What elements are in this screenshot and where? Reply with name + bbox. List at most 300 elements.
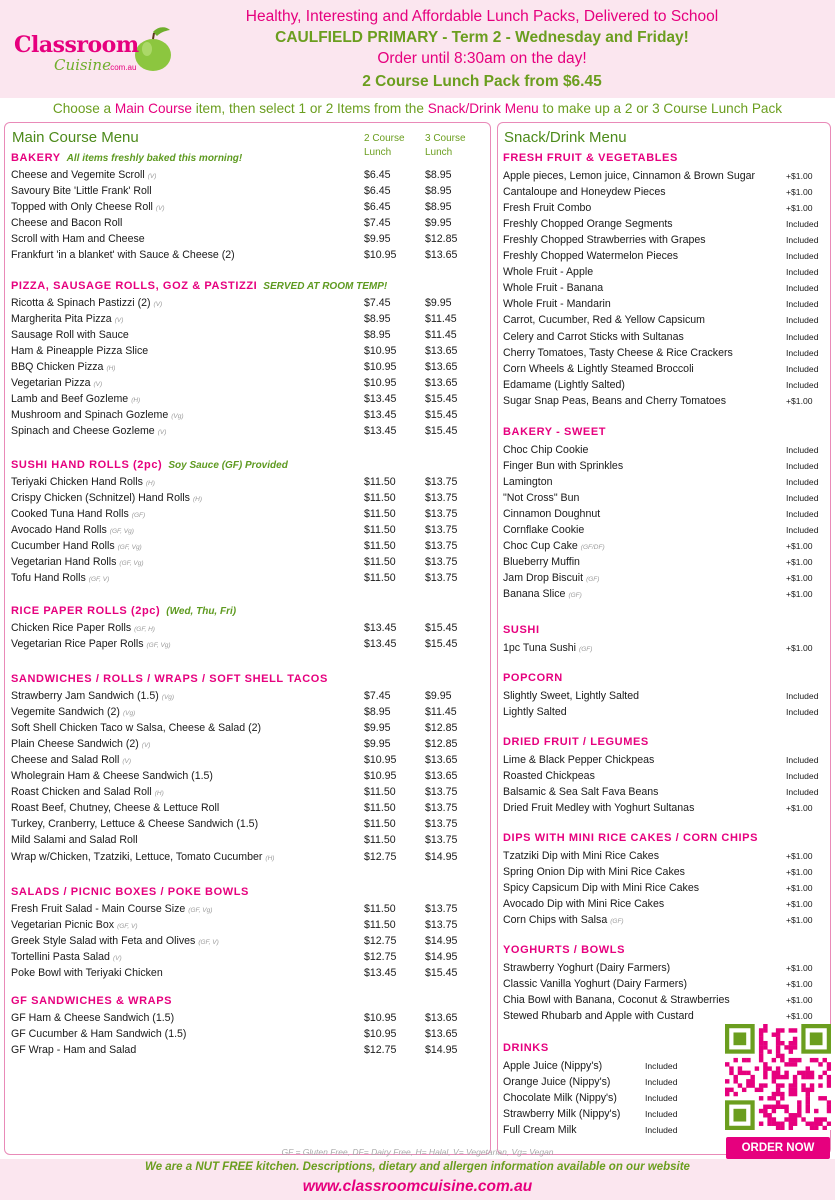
qr-module (789, 1028, 793, 1032)
snack-item-name-text: Whole Fruit - Mandarin (503, 298, 611, 311)
menu-item-row[interactable] (11, 688, 485, 704)
qr-module (814, 1122, 818, 1126)
menu-item-name (11, 832, 138, 848)
snack-item-row[interactable] (503, 912, 827, 928)
qr-module (776, 1041, 780, 1045)
logo-text-classroom: Classroom (14, 32, 139, 58)
snack-item-row[interactable] (503, 752, 827, 768)
menu-item-row[interactable] (11, 327, 485, 343)
snack-item-row[interactable] (503, 1106, 693, 1122)
menu-item-row[interactable] (11, 570, 485, 586)
menu-item-row[interactable] (11, 720, 485, 736)
qr-module (763, 1113, 767, 1117)
menu-item-row[interactable] (11, 933, 485, 949)
qr-module (767, 1105, 771, 1109)
snack-item-name (503, 800, 694, 816)
price-2-course: $9.95 (364, 233, 391, 246)
menu-item-row[interactable] (11, 849, 485, 865)
qr-module (738, 1071, 742, 1075)
snack-item-name (503, 458, 623, 474)
section-title: BAKERY - SWEET (503, 426, 607, 438)
snack-item-row[interactable] (503, 200, 827, 216)
qr-module (780, 1054, 784, 1058)
snack-item-name-text: Blueberry Muffin (503, 556, 580, 569)
qr-module (793, 1088, 797, 1092)
snack-item-row[interactable] (503, 1090, 693, 1106)
dietary-tag: (V) (122, 758, 132, 766)
section-title: DRINKS (503, 1042, 549, 1054)
snack-item-row[interactable] (503, 538, 827, 554)
qr-module (780, 1083, 784, 1087)
snack-price: Included (786, 771, 819, 782)
snack-price: Included (786, 445, 819, 455)
menu-item-name-text: Fresh Fruit Salad - Main Course Size (11, 903, 186, 915)
section-title: DRIED FRUIT / LEGUMES (503, 736, 649, 748)
menu-item-name (11, 231, 145, 247)
qr-module (776, 1032, 780, 1036)
price-3-course: $14.95 (425, 951, 458, 964)
snack-price: +$1.00 (786, 203, 813, 214)
qr-module (823, 1058, 827, 1062)
menu-item-row[interactable] (11, 1026, 485, 1042)
snack-item-name-text: Whole Fruit - Apple (503, 266, 594, 279)
snack-item-name (503, 784, 658, 800)
dietary-tag: (V) (114, 317, 124, 325)
snack-item-row[interactable] (503, 312, 827, 328)
snack-item-name-text: Cherry Tomatoes, Tasty Cheese & Rice Crackers (503, 346, 733, 359)
snack-drink-panel (497, 122, 831, 1155)
dietary-tag: (GF, Vg) (109, 528, 134, 536)
qr-module (776, 1088, 780, 1092)
website-link[interactable]: www.classroomcuisine.com.au (302, 1178, 533, 1195)
snack-item-row[interactable] (503, 864, 827, 880)
qr-module (827, 1100, 831, 1104)
snack-item-name (503, 522, 584, 538)
section-note: Soy Sauce (GF) Provided (168, 460, 288, 471)
dietary-tag: (GF, Vg) (188, 907, 213, 914)
price-3-course: $13.75 (425, 524, 458, 537)
snack-price: +$1.00 (786, 557, 813, 568)
snack-price: Included (786, 347, 819, 358)
section-title-text: SANDWICHES / ROLLS / WRAPS / SOFT SHELL TACOS (11, 673, 328, 685)
snack-item-row[interactable] (503, 329, 827, 345)
snack-item-row[interactable] (503, 1074, 693, 1090)
snack-item-row[interactable] (503, 800, 827, 816)
snack-item-name (503, 688, 639, 704)
snack-item-row[interactable] (503, 1058, 693, 1074)
menu-item-row[interactable] (11, 800, 485, 816)
qr-module (763, 1083, 767, 1087)
qr-module (776, 1105, 780, 1109)
snack-item-row[interactable] (503, 474, 827, 490)
price-2-course: $11.50 (364, 556, 396, 569)
menu-item-row[interactable] (11, 752, 485, 768)
price-3-course: $13.75 (425, 919, 458, 932)
menu-item-row[interactable] (11, 474, 485, 490)
snack-item-name-text: Spring Onion Dip with Mini Rice Cakes (503, 866, 685, 879)
snack-item-row[interactable] (503, 280, 827, 296)
snack-item-row[interactable] (503, 264, 827, 280)
qr-module (793, 1083, 797, 1087)
snack-item-row[interactable] (503, 184, 827, 200)
main-course-panel (4, 122, 491, 1155)
snack-item-row[interactable] (503, 442, 827, 458)
menu-item-row[interactable] (11, 901, 485, 917)
price-2-course: $13.45 (364, 425, 397, 438)
menu-item-name-text: Greek Style Salad with Feta and Olives (11, 935, 196, 948)
menu-item-row[interactable] (11, 554, 485, 570)
menu-item-row[interactable] (11, 359, 485, 375)
snack-item-name-text: Choc Cup Cake (503, 540, 578, 553)
snack-item-name (503, 1090, 617, 1106)
qr-module (789, 1092, 793, 1096)
header-banner (0, 0, 835, 98)
snack-item-row[interactable] (503, 522, 827, 538)
qr-module (767, 1122, 771, 1126)
qr-module (776, 1075, 780, 1079)
menu-item-row[interactable] (11, 965, 485, 981)
snack-price: Included (786, 315, 819, 326)
qr-module (827, 1105, 831, 1109)
qr-module (818, 1083, 822, 1087)
menu-item-name-text: Chicken Rice Paper Rolls (11, 622, 132, 634)
menu-item-row[interactable] (11, 704, 485, 720)
price-3-course: $12.85 (425, 233, 458, 246)
price-2-course: $11.50 (364, 524, 396, 537)
snack-item-row[interactable] (503, 704, 827, 720)
snack-item-name (503, 312, 705, 328)
menu-item-name-text: Mushroom and Spinach Gozleme (11, 409, 169, 422)
menu-item-name-text: Cucumber Hand Rolls (11, 540, 115, 553)
menu-item-row[interactable] (11, 768, 485, 784)
qr-module (801, 1088, 805, 1092)
menu-item-row[interactable] (11, 490, 485, 506)
price-3-course: $13.75 (425, 802, 458, 815)
snack-price: +$1.00 (786, 851, 813, 861)
qr-module (763, 1066, 767, 1070)
snack-item-row[interactable] (503, 232, 827, 248)
menu-item-name (11, 800, 219, 816)
menu-item-name (11, 423, 166, 441)
qr-module (772, 1122, 776, 1126)
dietary-tag: (Vg) (122, 710, 136, 718)
qr-module (780, 1092, 784, 1096)
dietary-tag: (V) (155, 205, 165, 213)
menu-item-row[interactable] (11, 636, 485, 652)
qr-module (827, 1122, 831, 1126)
menu-item-row[interactable] (11, 620, 485, 636)
price-2-course: $10.95 (364, 249, 397, 262)
section-note: All items freshly baked this morning! (66, 153, 243, 164)
qr-module (814, 1117, 818, 1121)
price-3-course: $11.45 (425, 706, 457, 719)
section-title (11, 605, 236, 617)
section-title (11, 459, 288, 471)
price-2-course: $11.50 (364, 492, 396, 505)
snack-item-name-text: Spicy Capsicum Dip with Mini Rice Cakes (503, 882, 700, 895)
menu-item-row[interactable] (11, 231, 485, 247)
qr-finder-inner (733, 1032, 746, 1045)
menu-item-name-text: Turkey, Cranberry, Lettuce & Cheese Sandwich (1.5) (11, 818, 259, 831)
qr-module (763, 1109, 767, 1113)
menu-item-name-text: Lamb and Beef Gozleme (11, 393, 129, 406)
menu-item-row[interactable] (11, 247, 485, 263)
menu-item-row[interactable] (11, 538, 485, 554)
price-2-course: $11.50 (364, 572, 396, 585)
price-2-course: $12.75 (364, 850, 397, 863)
menu-item-row[interactable] (11, 506, 485, 522)
snack-item-row[interactable] (503, 248, 827, 264)
instruction-snack-menu: Snack/Drink Menu (427, 101, 539, 116)
price-2-course: $11.50 (364, 818, 396, 831)
snack-item-name (503, 554, 580, 570)
price-2-course: $8.95 (364, 706, 391, 719)
snack-price: +$1.00 (786, 883, 813, 894)
snack-item-name-text: Tzatziki Dip with Mini Rice Cakes (503, 850, 659, 862)
snack-item-row[interactable] (503, 1122, 693, 1138)
qr-module (750, 1079, 754, 1083)
snack-item-row[interactable] (503, 570, 827, 586)
menu-item-row[interactable] (11, 816, 485, 832)
snack-item-row[interactable] (503, 848, 827, 864)
menu-item-name-text: Teriyaki Chicken Hand Rolls (11, 476, 143, 488)
snack-item-name (503, 1122, 577, 1138)
section-title-text: SUSHI HAND ROLLS (2pc) (11, 459, 163, 471)
snack-item-name-text: Stewed Rhubarb and Apple with Custard (503, 1010, 694, 1023)
snack-item-name-text: Balsamic & Sea Salt Fava Beans (503, 786, 659, 799)
snack-price: Included (786, 509, 819, 520)
snack-item-name (503, 393, 726, 409)
main-course-title: Main Course Menu (12, 129, 139, 146)
menu-item-name-text: Crispy Chicken (Schnitzel) Hand Rolls (11, 492, 190, 505)
snack-item-row[interactable] (503, 490, 827, 506)
menu-item-row[interactable] (11, 784, 485, 800)
price-3-course: $15.45 (425, 425, 458, 438)
price-3-course: $13.75 (425, 786, 458, 799)
menu-item-name-text: Ricotta & Spinach Pastizzi (2) (11, 297, 151, 309)
qr-module (797, 1105, 801, 1109)
menu-item-row[interactable] (11, 199, 485, 215)
snack-price: +$1.00 (786, 899, 813, 910)
menu-item-row[interactable] (11, 215, 485, 231)
snack-item-row[interactable] (503, 586, 827, 602)
snack-item-row[interactable] (503, 688, 827, 704)
snack-item-row[interactable] (503, 393, 827, 409)
snack-item-row[interactable] (503, 345, 827, 361)
price-2-course: $13.45 (364, 967, 397, 980)
dietary-tag: (V) (141, 742, 151, 750)
price-3-course: $14.95 (425, 1044, 458, 1057)
header-order-deadline: Order until 8:30am on the day! (377, 50, 587, 67)
qr-module (729, 1071, 733, 1075)
snack-item-row[interactable] (503, 506, 827, 522)
snack-item-row[interactable] (503, 768, 827, 784)
snack-item-name (503, 361, 694, 377)
snack-item-row[interactable] (503, 216, 827, 232)
section-title-text: BAKERY (11, 152, 61, 164)
snack-price: Included (786, 755, 819, 765)
menu-item-row[interactable] (11, 832, 485, 848)
qr-module (793, 1122, 797, 1126)
menu-item-row[interactable] (11, 1010, 485, 1026)
price-2-course: $11.50 (364, 834, 396, 847)
section-title: SUSHI (503, 624, 540, 636)
snack-item-row[interactable] (503, 554, 827, 570)
price-2-course: $11.50 (364, 508, 396, 521)
qr-module (789, 1117, 793, 1121)
qr-module (767, 1096, 771, 1100)
snack-item-row[interactable] (503, 168, 827, 184)
menu-item-row[interactable] (11, 183, 485, 199)
menu-item-name-text: Ham & Pineapple Pizza Slice (11, 345, 149, 358)
snack-item-row[interactable] (503, 361, 827, 377)
section-title-text: PIZZA, SAUSAGE ROLLS, GOZ & PASTIZZI (11, 280, 258, 292)
order-now-button[interactable]: ORDER NOW (726, 1137, 830, 1159)
qr-module (823, 1096, 827, 1100)
qr-module (742, 1058, 746, 1062)
snack-price: +$1.00 (786, 867, 813, 878)
qr-module (759, 1083, 763, 1087)
snack-item-name-text: Lamington (503, 476, 553, 489)
snack-item-name-text: Apple Juice (Nippy's) (503, 1060, 603, 1072)
menu-item-name-text: GF Ham & Cheese Sandwich (1.5) (11, 1012, 175, 1024)
menu-item-row[interactable] (11, 167, 485, 183)
menu-item-name-text: Vegetarian Picnic Box (11, 919, 115, 932)
qr-module (793, 1062, 797, 1066)
qr-module (827, 1109, 831, 1113)
col-3-course-label: Lunch (425, 147, 453, 158)
snack-item-row[interactable] (503, 784, 827, 800)
snack-item-name-text: Fresh Fruit Combo (503, 202, 592, 215)
snack-item-name-text: Apple pieces, Lemon juice, Cinnamon & Brown Sugar (503, 170, 756, 182)
qr-module (729, 1066, 733, 1070)
menu-item-row[interactable] (11, 391, 485, 407)
snack-price: +$1.00 (786, 995, 813, 1006)
qr-module (827, 1062, 831, 1066)
price-2-course: $8.95 (364, 329, 391, 342)
menu-item-row[interactable] (11, 295, 485, 311)
qr-module (789, 1113, 793, 1117)
qr-module (767, 1113, 771, 1117)
qr-module (806, 1071, 810, 1075)
qr-module (759, 1049, 763, 1053)
qr-module (797, 1113, 801, 1117)
menu-item-row[interactable] (11, 343, 485, 359)
price-3-course: $13.75 (425, 572, 458, 585)
menu-item-row[interactable] (11, 917, 485, 933)
qr-module (729, 1088, 733, 1092)
menu-item-row[interactable] (11, 736, 485, 752)
menu-item-row[interactable] (11, 407, 485, 423)
instruction-main-course: Main Course (114, 101, 192, 116)
qr-module (763, 1024, 767, 1028)
section-title (11, 886, 249, 898)
qr-module (793, 1113, 797, 1117)
section-title (11, 673, 328, 685)
menu-item-name (11, 215, 122, 231)
snack-item-name (503, 474, 552, 490)
snack-item-name-text: Classic Vanilla Yoghurt (Dairy Farmers) (503, 978, 688, 991)
snack-item-row[interactable] (503, 896, 827, 912)
snack-item-name (503, 880, 699, 896)
qr-module (733, 1079, 737, 1083)
snack-item-name-text: Celery and Carrot Sticks with Sultanas (503, 330, 684, 343)
snack-price: Included (645, 1125, 678, 1136)
qr-module (776, 1083, 780, 1087)
menu-item-name-text: Avocado Hand Rolls (11, 524, 107, 537)
header-tagline: Healthy, Interesting and Affordable Lunch Packs, Delivered to School (245, 8, 719, 25)
snack-item-row[interactable] (503, 1008, 827, 1024)
snack-item-row[interactable] (503, 640, 827, 656)
snack-price: +$1.00 (786, 979, 813, 990)
qr-module (818, 1062, 822, 1066)
classroom-cuisine-logo[interactable] (10, 20, 190, 80)
price-2-course: $11.50 (364, 903, 396, 915)
qr-module (780, 1058, 784, 1062)
menu-item-row[interactable] (11, 522, 485, 538)
qr-module (784, 1062, 788, 1066)
snack-item-row[interactable] (503, 992, 827, 1008)
qr-module (827, 1083, 831, 1087)
dietary-tag: (GF, Vg) (119, 560, 144, 568)
menu-item-name-text: Vegemite Sandwich (2) (11, 706, 120, 719)
qr-module (827, 1066, 831, 1070)
qr-module (780, 1028, 784, 1032)
snack-item-row[interactable] (503, 458, 827, 474)
menu-item-row[interactable] (11, 1042, 485, 1058)
menu-item-name-text: Vegetarian Hand Rolls (11, 556, 117, 569)
header-school: CAULFIELD PRIMARY - Term 2 - Wednesday and Friday! (275, 29, 689, 46)
section-title: FRESH FRUIT & VEGETABLES (503, 152, 678, 164)
qr-module (733, 1075, 737, 1079)
price-3-course: $11.45 (425, 313, 457, 326)
qr-code-icon[interactable] (725, 1024, 831, 1130)
snack-price: Included (786, 477, 819, 488)
qr-module (776, 1054, 780, 1058)
qr-module (763, 1045, 767, 1049)
price-2-course: $10.95 (364, 345, 397, 358)
dietary-legend: GF = Gluten Free, DF= Dairy Free, H= Halal, V= Vegetarian, Vg= Vegan (281, 1147, 554, 1157)
menu-item-name (11, 1010, 174, 1026)
qr-module (789, 1122, 793, 1126)
qr-module (776, 1071, 780, 1075)
qr-module (763, 1071, 767, 1075)
snack-item-row[interactable] (503, 976, 827, 992)
menu-item-row[interactable] (11, 423, 485, 439)
menu-item-row[interactable] (11, 375, 485, 391)
col-2-course-label: Lunch (364, 147, 392, 158)
qr-module (784, 1071, 788, 1075)
qr-module (759, 1054, 763, 1058)
snack-item-row[interactable] (503, 377, 827, 393)
qr-module (738, 1083, 742, 1087)
menu-item-row[interactable] (11, 311, 485, 327)
snack-item-row[interactable] (503, 296, 827, 312)
qr-module (746, 1071, 750, 1075)
snack-item-row[interactable] (503, 960, 827, 976)
qr-module (725, 1079, 729, 1083)
qr-module (750, 1075, 754, 1079)
snack-price: Included (786, 235, 819, 246)
price-3-course: $13.75 (425, 903, 458, 915)
price-3-course: $13.65 (425, 754, 458, 767)
menu-item-row[interactable] (11, 949, 485, 965)
snack-price: +$1.00 (786, 643, 813, 653)
section-title (11, 280, 387, 292)
dietary-tag: (H) (154, 790, 164, 798)
snack-item-row[interactable] (503, 880, 827, 896)
menu-item-name-text: Mild Salami and Salad Roll (11, 834, 138, 847)
